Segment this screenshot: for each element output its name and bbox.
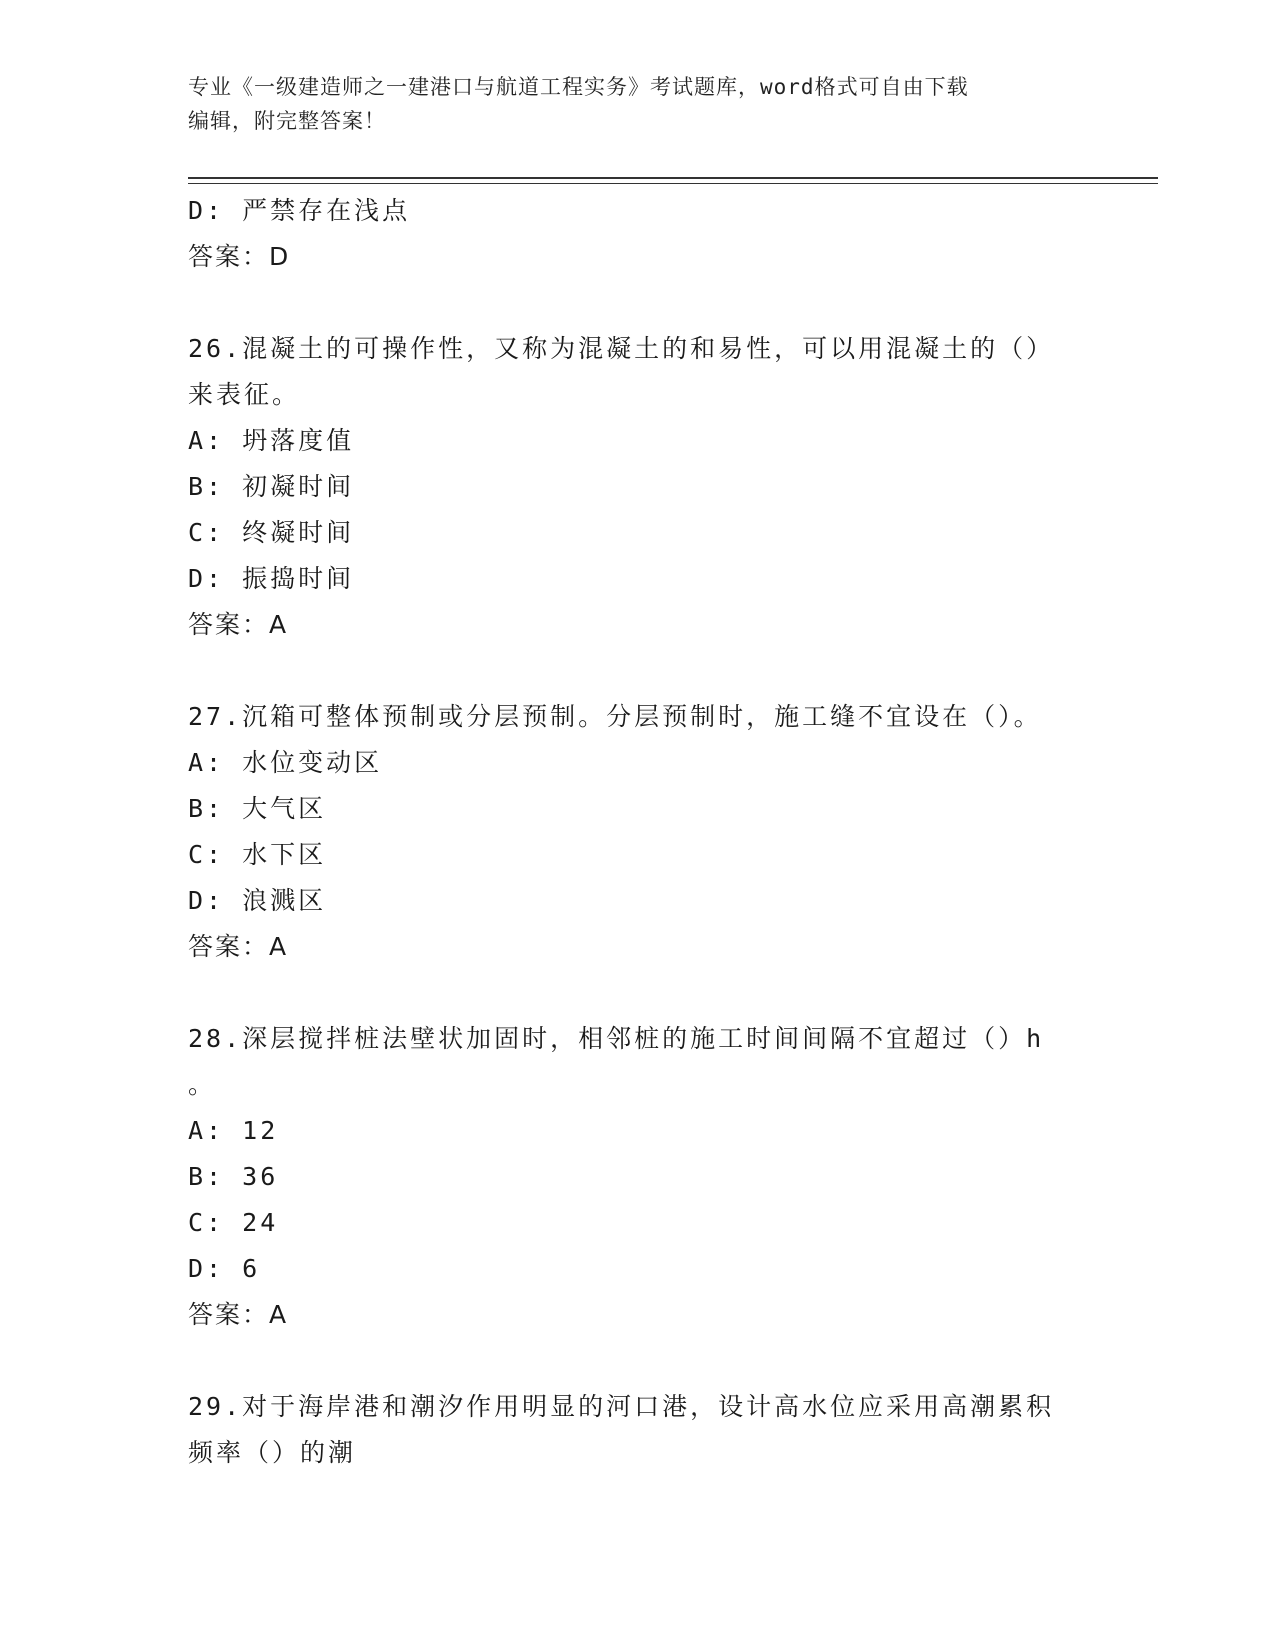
question-stem-line: 26.混凝土的可操作性，又称为混凝土的和易性，可以用混凝土的（）: [188, 334, 1055, 363]
header-divider-thick: [188, 177, 1158, 179]
document-header: [188, 70, 1088, 138]
option-b: B: 大气区: [188, 794, 327, 823]
question-stem-line: 27.沉箱可整体预制或分层预制。分层预制时，施工缝不宜设在（）。: [188, 702, 1042, 731]
option-c: C: 24: [188, 1208, 279, 1237]
answer: 答案：A: [188, 932, 289, 961]
option-d-previous: D: 严禁存在浅点: [188, 196, 411, 225]
question-29: [188, 1384, 1088, 1476]
question-28: [188, 1016, 1088, 1338]
option-a: A: 坍落度值: [188, 426, 355, 455]
question-stem-line: 。: [188, 1070, 217, 1099]
option-b: B: 36: [188, 1162, 279, 1191]
answer-previous: 答案：D: [188, 242, 291, 271]
question-stem-line: 28.深层搅拌桩法壁状加固时，相邻桩的施工时间间隔不宜超过（）h: [188, 1024, 1045, 1053]
spacer: [188, 1338, 1088, 1384]
header-line-1: 专业《一级建造师之一建港口与航道工程实务》考试题库，word格式可自由下载: [188, 75, 969, 99]
header-divider-thin: [188, 183, 1158, 184]
spacer: [188, 970, 1088, 1016]
option-d: D: 浪溅区: [188, 886, 327, 915]
question-27: [188, 694, 1088, 970]
question-stem-line: 29.对于海岸港和潮汐作用明显的河口港，设计高水位应采用高潮累积: [188, 1392, 1055, 1421]
option-a: A: 12: [188, 1116, 279, 1145]
spacer: [188, 648, 1088, 694]
option-b: B: 初凝时间: [188, 472, 355, 501]
document-body: [188, 188, 1088, 1476]
option-a: A: 水位变动区: [188, 748, 383, 777]
option-d: D: 6: [188, 1254, 261, 1283]
question-stem-line: 来表征。: [188, 380, 301, 409]
option-c: C: 水下区: [188, 840, 327, 869]
question-26: [188, 326, 1088, 648]
answer: 答案：A: [188, 610, 289, 639]
answer: 答案：A: [188, 1300, 289, 1329]
spacer: [188, 280, 1088, 326]
header-line-2: 编辑，附完整答案！: [188, 109, 386, 133]
option-c: C: 终凝时间: [188, 518, 355, 547]
question-stem-line: 频率（）的潮: [188, 1438, 357, 1467]
option-d: D: 振捣时间: [188, 564, 355, 593]
